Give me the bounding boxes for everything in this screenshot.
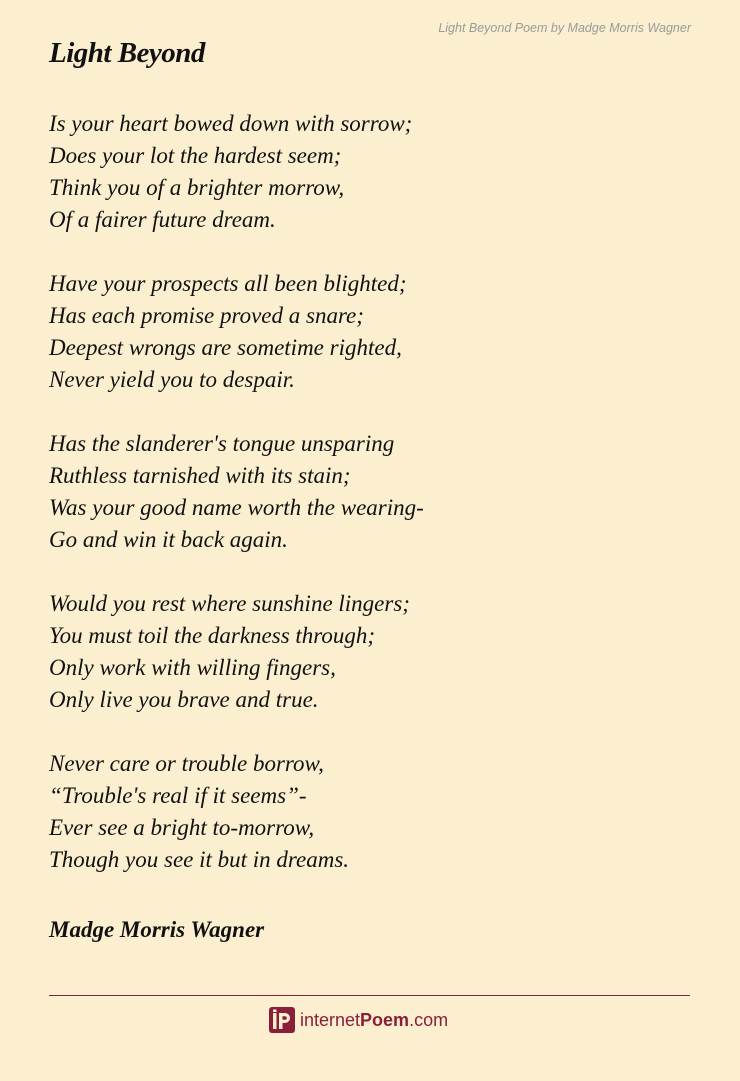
stanza-2: [49, 268, 689, 396]
logo-text-poem: Poem: [360, 1010, 410, 1030]
poem-line: Never yield you to despair.: [49, 367, 295, 392]
poem-line: Was your good name worth the wearing-: [49, 495, 424, 520]
poem-body: [49, 108, 689, 908]
poem-line: Does your lot the hardest seem;: [49, 143, 342, 168]
poem-line: Though you see it but in dreams.: [49, 847, 350, 872]
internetpoem-logo-icon: [269, 1007, 295, 1033]
poem-line: Only work with willing fingers,: [49, 655, 336, 680]
footer-divider: [49, 995, 690, 996]
poem-line: Have your prospects all been blighted;: [49, 271, 407, 296]
poem-line: Deepest wrongs are sometime righted,: [49, 335, 402, 360]
poem-line: Would you rest where sunshine lingers;: [49, 591, 410, 616]
header-credit: Light Beyond Poem by Madge Morris Wagner: [438, 21, 691, 35]
stanza-5: [49, 748, 689, 876]
poem-line: “Trouble's real if it seems”-: [49, 783, 307, 808]
footer-logo-link[interactable]: [269, 1007, 448, 1033]
poem-line: Go and win it back again.: [49, 527, 288, 552]
poem-line: Only live you brave and true.: [49, 687, 319, 712]
poem-line: Think you of a brighter morrow,: [49, 175, 345, 200]
poem-line: Is your heart bowed down with sorrow;: [49, 111, 413, 136]
logo-text-internet: internet: [300, 1010, 361, 1030]
poem-line: You must toil the darkness through;: [49, 623, 376, 648]
poem-line: Has each promise proved a snare;: [49, 303, 364, 328]
logo-text-com: .com: [409, 1010, 449, 1030]
stanza-1: [49, 108, 689, 236]
poem-line: Has the slanderer's tongue unsparing: [49, 431, 395, 456]
poem-title: Light Beyond: [49, 37, 205, 69]
poem-line: Ruthless tarnished with its stain;: [49, 463, 351, 488]
stanza-3: [49, 428, 689, 556]
poem-author: Madge Morris Wagner: [49, 917, 265, 942]
poem-line: Of a fairer future dream.: [49, 207, 276, 232]
footer-logo-text: [300, 1007, 448, 1033]
poem-line: Ever see a bright to-morrow,: [49, 815, 315, 840]
stanza-4: [49, 588, 689, 716]
poem-line: Never care or trouble borrow,: [49, 751, 324, 776]
